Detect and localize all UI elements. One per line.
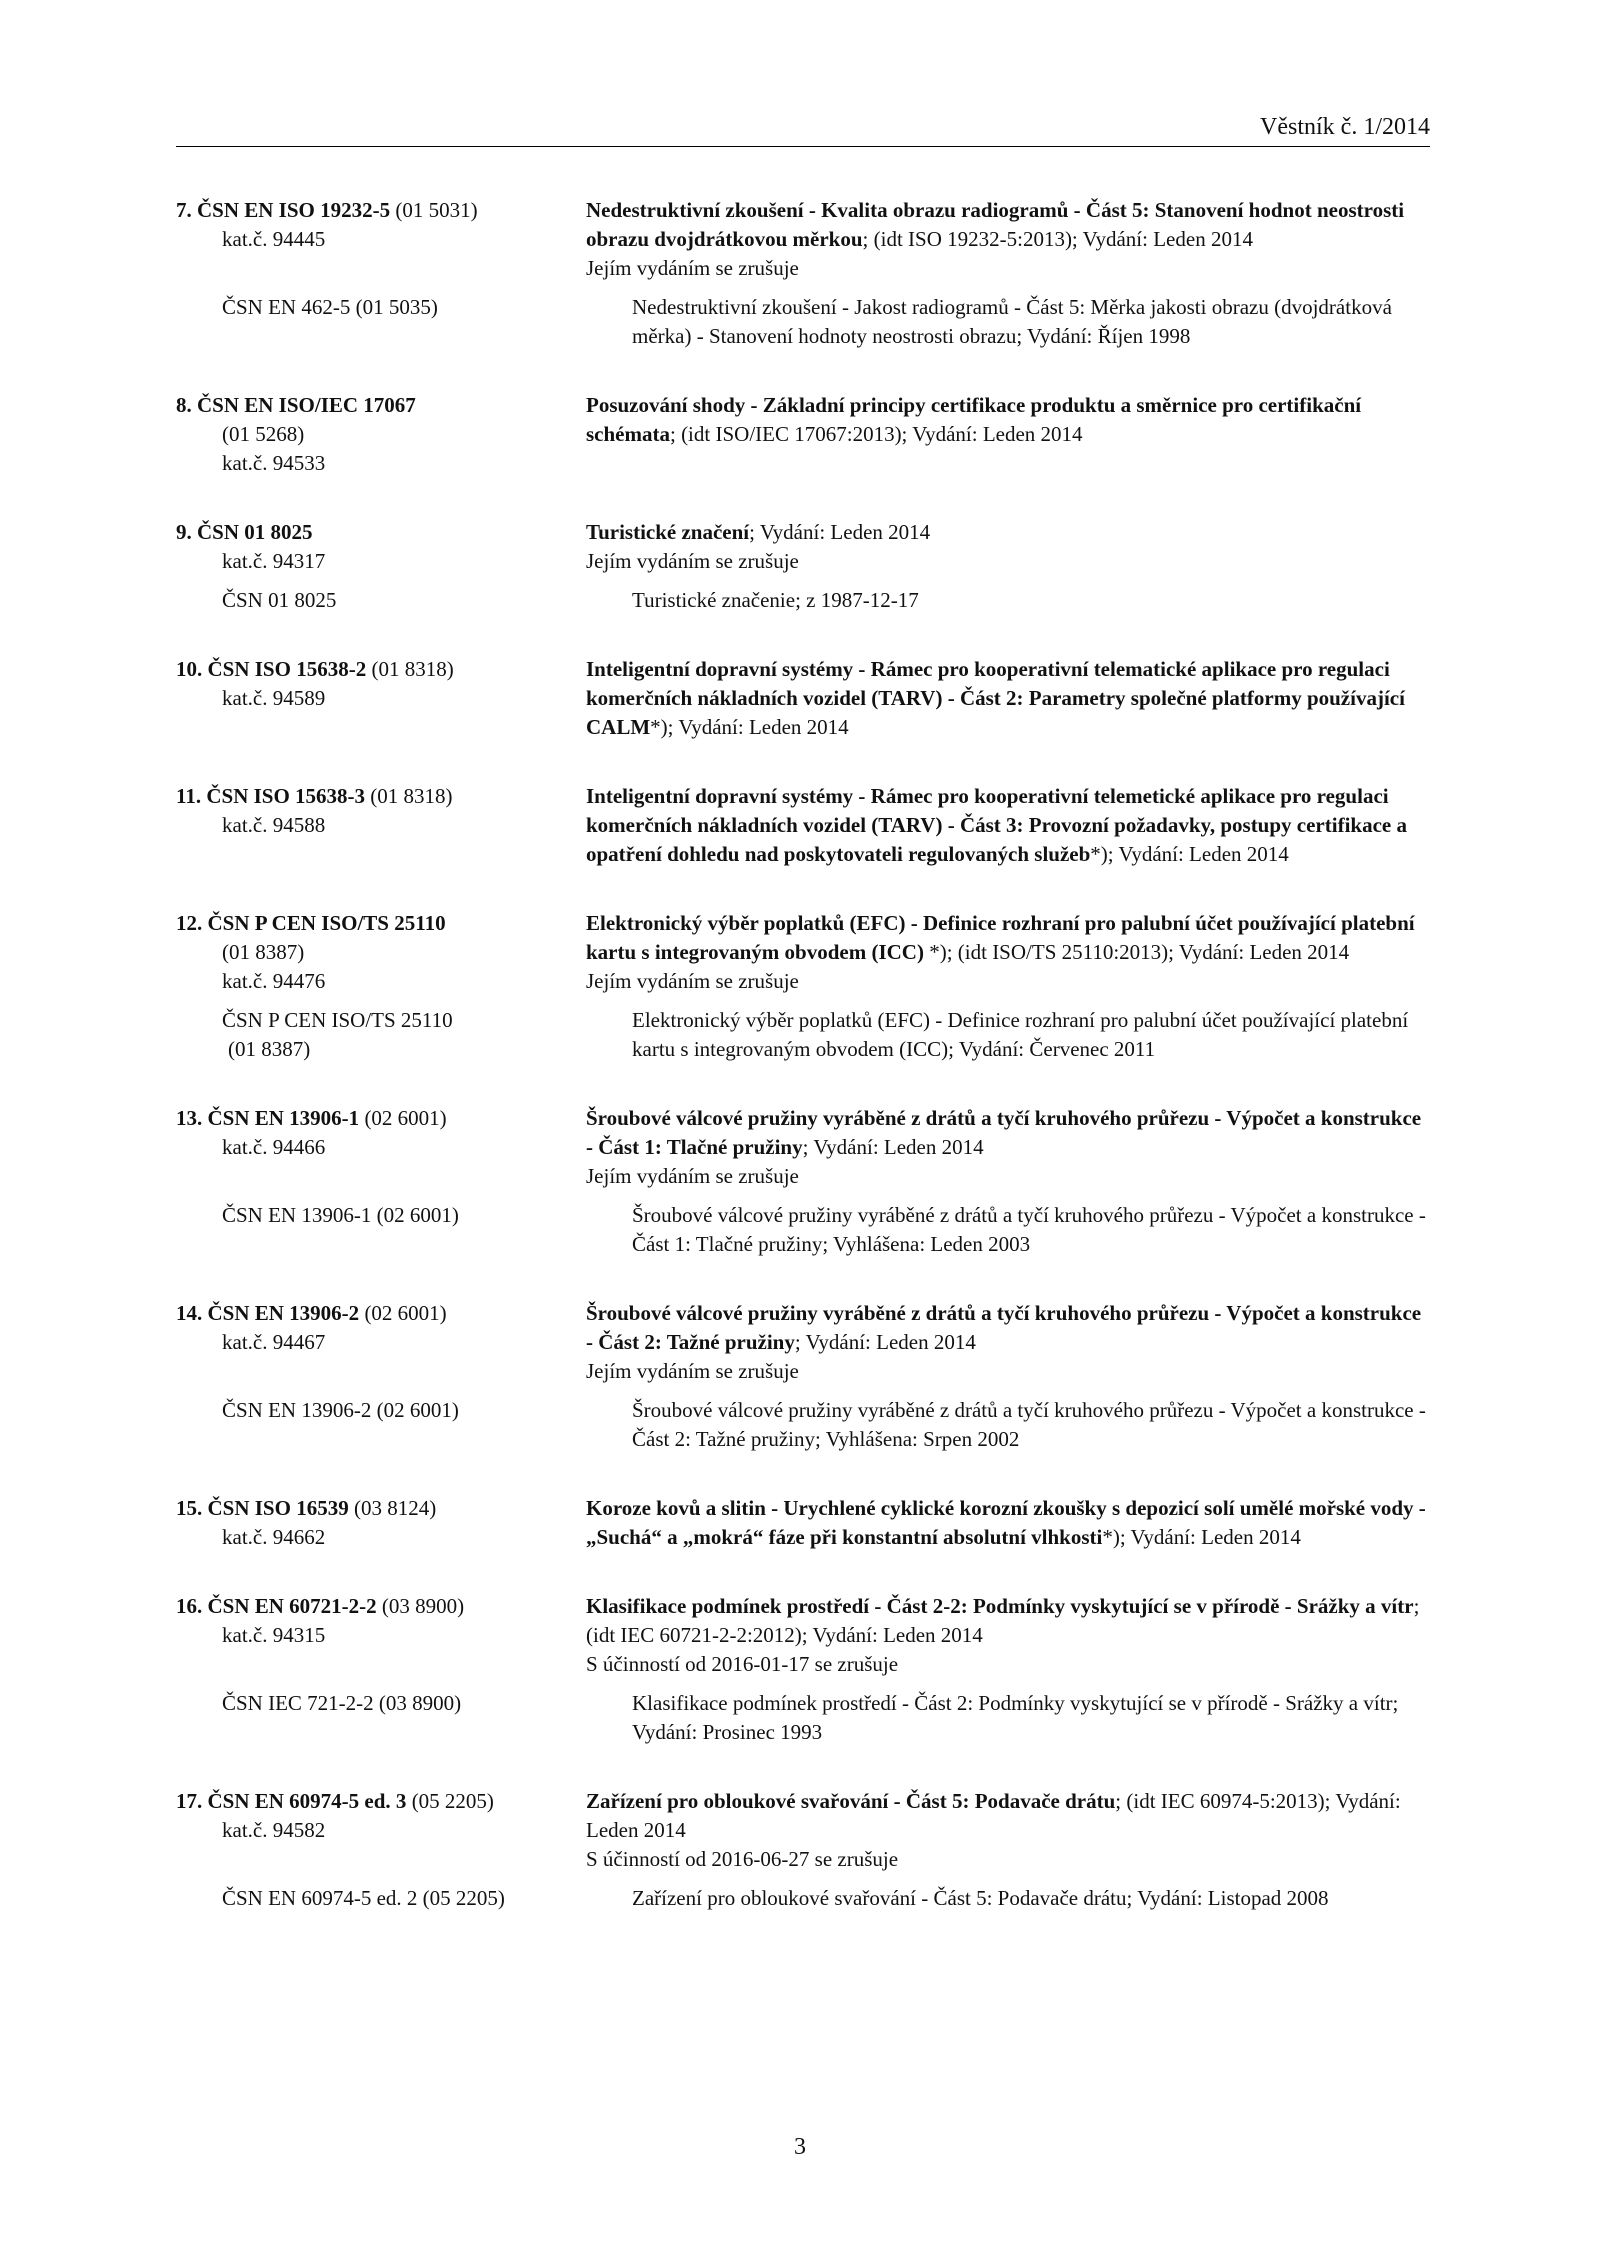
standard-code: ČSN EN ISO 19232-5 (197, 198, 391, 222)
standard-info: ; (idt IEC 60974-5:2013); Vydání: Leden 2014 (586, 1789, 1401, 1842)
standard-entry (176, 1494, 1430, 1552)
standard-title: Koroze kovů a slitin - Urychlené cyklické korozní zkoušky s depozicí solí umělé mořské vody - „Suchá“ a „mokrá“ fáze při konstantní absolutní vlhkosti (586, 1496, 1426, 1549)
standard-entry (176, 518, 1430, 615)
replacement-note: Jejím vydáním se zrušuje (586, 549, 799, 573)
standard-title: Nedestruktivní zkoušení - Kvalita obrazu radiogramů - Část 5: Stanovení hodnot neostrosti obrazu dvojdrátkovou měrkou (586, 198, 1405, 251)
page-number: 3 (794, 2134, 806, 2160)
journal-title: Věstník č. 1/2014 (1260, 114, 1430, 140)
standard-entry (176, 1787, 1430, 1913)
standard-title: Šroubové válcové pružiny vyráběné z drátů a tyčí kruhového průřezu - Výpočet a konstrukce - Část 1: Tlačné pružiny (586, 1106, 1422, 1159)
replaced-class-number: (01 8387) (228, 1037, 311, 1061)
catalog-number: kat.č. 94589 (222, 686, 326, 710)
entry-number: 16. (176, 1594, 203, 1618)
replaced-text: Nedestruktivní zkoušení - Jakost radiogramů - Část 5: Měrka jakosti obrazu (dvojdrátková měrka) - Stanovení hodnoty neostrosti obrazu; Vydání: Říjen 1998 (632, 295, 1392, 348)
standard-title: Inteligentní dopravní systémy - Rámec pro kooperativní telematické aplikace pro regulaci komerčních nákladních vozidel (TARV) - Část 2: Parametry společné platformy používající CALM (586, 657, 1405, 739)
catalog-number: kat.č. 94662 (222, 1525, 326, 1549)
catalog-number: kat.č. 94533 (222, 451, 326, 475)
standard-entry (176, 1299, 1430, 1454)
class-number: (01 8318) (365, 784, 453, 808)
replaced-code: ČSN EN 13906-2 (02 6001) (222, 1398, 459, 1422)
standard-entry (176, 196, 1430, 351)
class-number: (01 5031) (390, 198, 478, 222)
class-number: (03 8900) (376, 1594, 465, 1618)
catalog-number: kat.č. 94315 (222, 1623, 326, 1647)
catalog-number: kat.č. 94582 (222, 1818, 326, 1842)
replaced-text: Zařízení pro obloukové svařování - Část 5: Podavače drátu; Vydání: Listopad 2008 (632, 1886, 1329, 1910)
standard-code: ČSN EN 60721-2-2 (207, 1594, 377, 1618)
standard-code: ČSN EN 13906-1 (207, 1106, 360, 1130)
replaced-code: ČSN 01 8025 (222, 588, 337, 612)
standard-info: ; (idt ISO/IEC 17067:2013); Vydání: Leden 2014 (669, 422, 1083, 446)
standards-list (176, 196, 1430, 1953)
class-number: (02 6001) (359, 1106, 447, 1130)
standard-code: ČSN ISO 16539 (207, 1496, 349, 1520)
entry-number: 7. (176, 198, 192, 222)
standard-code: ČSN 01 8025 (197, 520, 313, 544)
standard-entry (176, 391, 1430, 478)
standard-info: *); Vydání: Leden 2014 (1102, 1525, 1301, 1549)
standard-title: Inteligentní dopravní systémy - Rámec pro kooperativní telemetické aplikace pro regulaci komerčních nákladních vozidel (TARV) - Část 3: Provozní požadavky, postupy certifikace a opatření dohledu nad poskytovateli regulovaných služeb (586, 784, 1407, 866)
class-number: (05 2205) (406, 1789, 494, 1813)
catalog-number: kat.č. 94317 (222, 549, 326, 573)
entry-number: 13. (176, 1106, 203, 1130)
replaced-text: Šroubové válcové pružiny vyráběné z drátů a tyčí kruhového průřezu - Výpočet a konstrukce - Část 1: Tlačné pružiny; Vyhlášena: Leden 2003 (632, 1203, 1426, 1256)
entry-number: 10. (176, 657, 203, 681)
class-number: (01 8387) (222, 940, 305, 964)
catalog-number: kat.č. 94466 (222, 1135, 326, 1159)
replaced-text: Turistické značenie; z 1987-12-17 (632, 588, 919, 612)
replacement-note: Jejím vydáním se zrušuje (586, 256, 799, 280)
entry-number: 12. (176, 911, 203, 935)
class-number: (02 6001) (359, 1301, 447, 1325)
replacement-note: Jejím vydáním se zrušuje (586, 1164, 799, 1188)
standard-info: ; Vydání: Leden 2014 (794, 1330, 976, 1354)
standard-code: ČSN P CEN ISO/TS 25110 (207, 911, 446, 935)
standard-title: Posuzování shody - Základní principy certifikace produktu a směrnice pro certifikační schémata (586, 393, 1362, 446)
replacement-note: S účinností od 2016-01-17 se zrušuje (586, 1652, 899, 1676)
entry-number: 8. (176, 393, 192, 417)
entry-number: 11. (176, 784, 202, 808)
replaced-code: ČSN P CEN ISO/TS 25110 (222, 1008, 453, 1032)
entry-number: 14. (176, 1301, 203, 1325)
replacement-note: Jejím vydáním se zrušuje (586, 969, 799, 993)
catalog-number: kat.č. 94467 (222, 1330, 326, 1354)
standard-info: *); Vydání: Leden 2014 (1090, 842, 1289, 866)
replaced-code: ČSN IEC 721-2-2 (03 8900) (222, 1691, 462, 1715)
standard-info: ; (idt ISO 19232-5:2013); Vydání: Leden 2014 (862, 227, 1253, 251)
entry-number: 15. (176, 1496, 203, 1520)
standard-entry (176, 909, 1430, 1064)
standard-code: ČSN EN ISO/IEC 17067 (197, 393, 416, 417)
standard-title: Zařízení pro obloukové svařování - Část 5: Podavače drátu (586, 1789, 1116, 1813)
page-header (176, 110, 1430, 147)
standard-info: ; Vydání: Leden 2014 (749, 520, 931, 544)
standard-entry (176, 1592, 1430, 1747)
standard-title: Šroubové válcové pružiny vyráběné z drátů a tyčí kruhového průřezu - Výpočet a konstrukce - Část 2: Tažné pružiny (586, 1301, 1422, 1354)
catalog-number: kat.č. 94476 (222, 969, 326, 993)
class-number: (01 5268) (222, 422, 305, 446)
standard-title: Klasifikace podmínek prostředí - Část 2-2: Podmínky vyskytující se v přírodě - Srážky a vítr (586, 1594, 1414, 1618)
standard-info: ; Vydání: Leden 2014 (802, 1135, 984, 1159)
standard-info: *); Vydání: Leden 2014 (650, 715, 849, 739)
standard-title: Elektronický výběr poplatků (EFC) - Definice rozhraní pro palubní účet používající platební kartu s integrovaným obvodem (ICC) (586, 911, 1415, 964)
standard-info: *); (idt ISO/TS 25110:2013); Vydání: Leden 2014 (923, 940, 1350, 964)
replaced-code: ČSN EN 462-5 (01 5035) (222, 295, 438, 319)
standard-entry (176, 1104, 1430, 1259)
replacement-note: S účinností od 2016-06-27 se zrušuje (586, 1847, 899, 1871)
class-number: (01 8318) (366, 657, 454, 681)
standard-info: ; (idt IEC 60721-2-2:2012); Vydání: Leden 2014 (586, 1594, 1420, 1647)
standard-code: ČSN ISO 15638-2 (207, 657, 367, 681)
replaced-text: Šroubové válcové pružiny vyráběné z drátů a tyčí kruhového průřezu - Výpočet a konstrukce - Část 2: Tažné pružiny; Vyhlášena: Srpen 2002 (632, 1398, 1426, 1451)
replaced-text: Klasifikace podmínek prostředí - Část 2: Podmínky vyskytující se v přírodě - Srážky a vítr; Vydání: Prosinec 1993 (632, 1691, 1399, 1744)
standard-code: ČSN EN 60974-5 ed. 3 (207, 1789, 407, 1813)
class-number: (03 8124) (348, 1496, 437, 1520)
catalog-number: kat.č. 94445 (222, 227, 326, 251)
replaced-text: Elektronický výběr poplatků (EFC) - Definice rozhraní pro palubní účet používající platební kartu s integrovaným obvodem (ICC); Vydání: Červenec 2011 (632, 1008, 1409, 1061)
replaced-code: ČSN EN 13906-1 (02 6001) (222, 1203, 459, 1227)
entry-number: 9. (176, 520, 192, 544)
standard-code: ČSN ISO 15638-3 (206, 784, 366, 808)
standard-title: Turistické značení (586, 520, 750, 544)
standard-entry (176, 655, 1430, 742)
standard-entry (176, 782, 1430, 869)
catalog-number: kat.č. 94588 (222, 813, 326, 837)
replaced-code: ČSN EN 60974-5 ed. 2 (05 2205) (222, 1886, 505, 1910)
standard-code: ČSN EN 13906-2 (207, 1301, 360, 1325)
replacement-note: Jejím vydáním se zrušuje (586, 1359, 799, 1383)
entry-number: 17. (176, 1789, 203, 1813)
